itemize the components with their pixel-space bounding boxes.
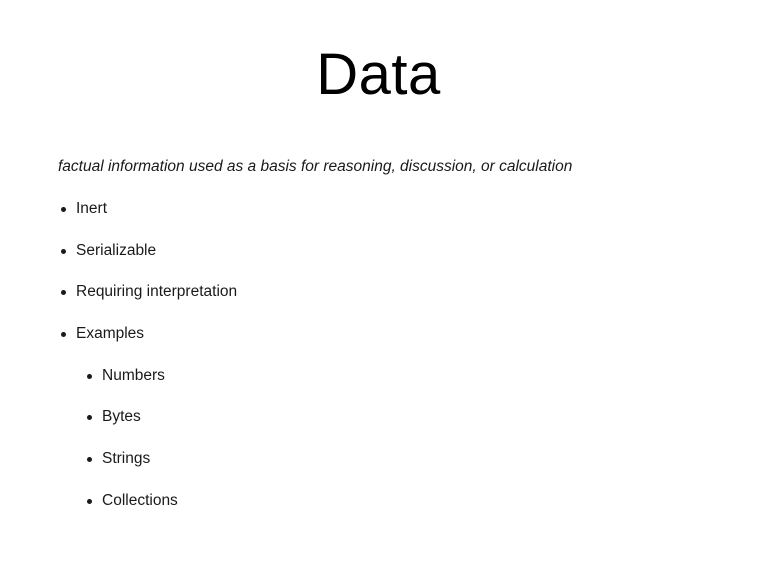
bullet-label: Bytes	[102, 408, 141, 426]
bullet-label: Collections	[102, 491, 178, 509]
bullet-label: Serializable	[76, 241, 157, 259]
slide-title: Data	[316, 42, 441, 107]
bullet-dot-icon	[61, 332, 66, 337]
bullet-dot-icon	[61, 249, 66, 254]
bullet-dot-icon	[87, 374, 92, 379]
bullet-label: Requiring interpretation	[76, 283, 238, 301]
bullet-dot-icon	[61, 207, 66, 212]
bullet-label: Examples	[76, 325, 145, 343]
bullet-label: Numbers	[102, 366, 165, 384]
bullet-dot-icon	[87, 457, 92, 462]
bullet-dot-icon	[61, 290, 66, 295]
definition-text: factual information used as a basis for reasoning, discussion, or calculation	[58, 158, 573, 175]
bullet-label: Inert	[76, 200, 108, 217]
bullet-label: Strings	[102, 450, 151, 468]
bullet-dot-icon	[87, 415, 92, 420]
bullet-dot-icon	[87, 499, 92, 504]
